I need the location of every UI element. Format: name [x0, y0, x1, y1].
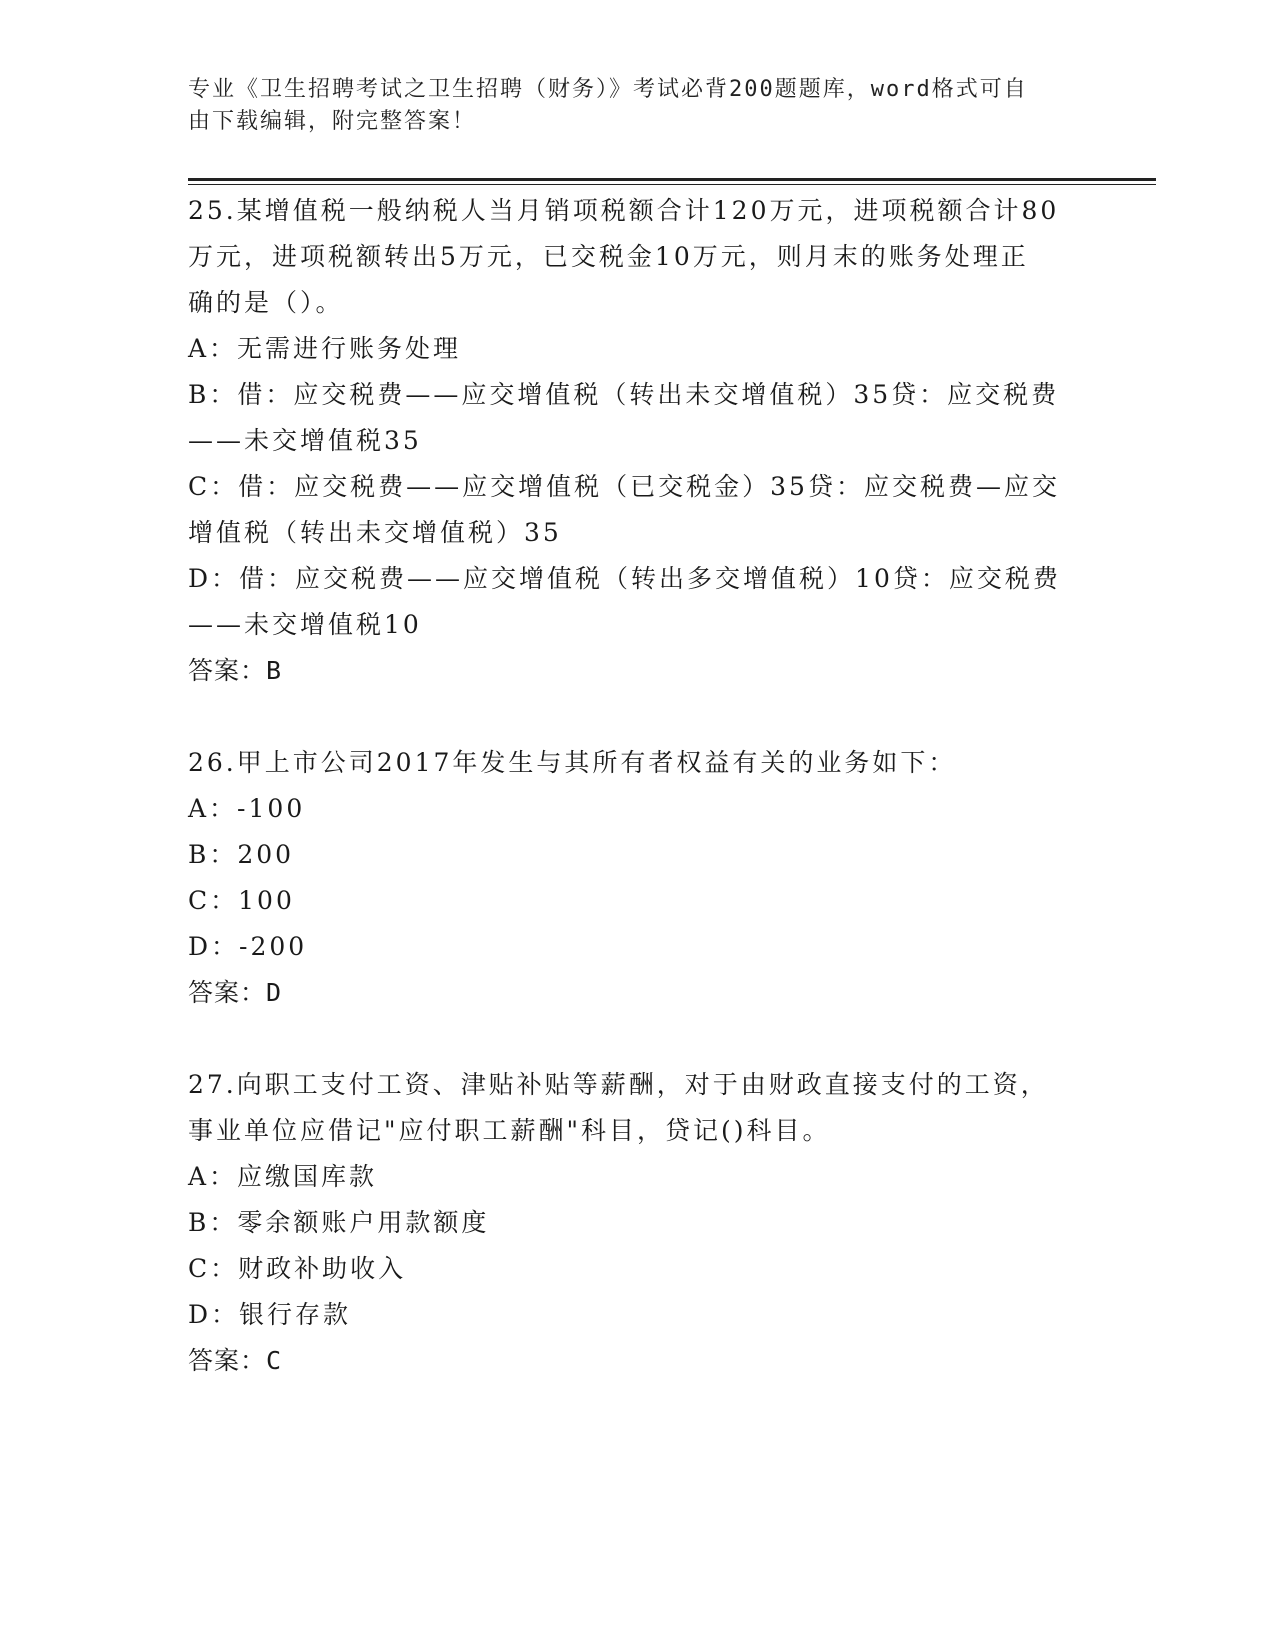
header-divider-thin — [188, 184, 1156, 185]
option-line: D：-200 — [188, 932, 308, 961]
question-stem-line: 26.甲上市公司2017年发生与其所有者权益有关的业务如下： — [188, 748, 957, 777]
option-line: ——未交增值税35 — [188, 426, 422, 455]
option-line: C：财政补助收入 — [188, 1254, 407, 1283]
question-spacer — [188, 1016, 1088, 1062]
option-line: ——未交增值税10 — [188, 610, 422, 639]
option-line: B：200 — [188, 840, 295, 869]
question-stem-line: 27.向职工支付工资、津贴补贴等薪酬，对于由财政直接支付的工资， — [188, 1070, 1049, 1099]
question-spacer — [188, 694, 1088, 740]
question-stem-line: 事业单位应借记"应付职工薪酬"科目，贷记()科目。 — [188, 1116, 831, 1145]
option-line: D：银行存款 — [188, 1300, 352, 1329]
question-stem-line: 25.某增值税一般纳税人当月销项税额合计120万元，进项税额合计80 — [188, 196, 1060, 225]
document-header — [188, 74, 1088, 138]
option-line: A：无需进行账务处理 — [188, 334, 462, 363]
question-block — [188, 188, 1088, 694]
option-line: C：100 — [188, 886, 295, 915]
header-line-1: 专业《卫生招聘考试之卫生招聘（财务）》考试必背200题题库，word格式可自 — [188, 77, 1028, 102]
question-block — [188, 740, 1088, 1016]
answer-line: 答案：C — [188, 1346, 283, 1375]
option-line: 增值税（转出未交增值税）35 — [188, 518, 562, 547]
option-line: B：借：应交税费——应交增值税（转出未交增值税）35贷：应交税费 — [188, 380, 1060, 409]
question-stem-line: 确的是（）。 — [188, 288, 344, 317]
question-stem-line: 万元，进项税额转出5万元，已交税金10万元，则月末的账务处理正 — [188, 242, 1029, 271]
header-line-2: 由下载编辑，附完整答案！ — [188, 109, 477, 134]
option-line: C：借：应交税费——应交增值税（已交税金）35贷：应交税费—应交 — [188, 472, 1060, 501]
answer-line: 答案：D — [188, 978, 283, 1007]
option-line: D：借：应交税费——应交增值税（转出多交增值税）10贷：应交税费 — [188, 564, 1061, 593]
option-line: B：零余额账户用款额度 — [188, 1208, 490, 1237]
question-block — [188, 1062, 1088, 1384]
option-line: A：应缴国库款 — [188, 1162, 378, 1191]
answer-line: 答案：B — [188, 656, 283, 685]
question-list — [188, 188, 1088, 1384]
header-divider-thick — [188, 178, 1156, 181]
option-line: A：-100 — [188, 794, 306, 823]
